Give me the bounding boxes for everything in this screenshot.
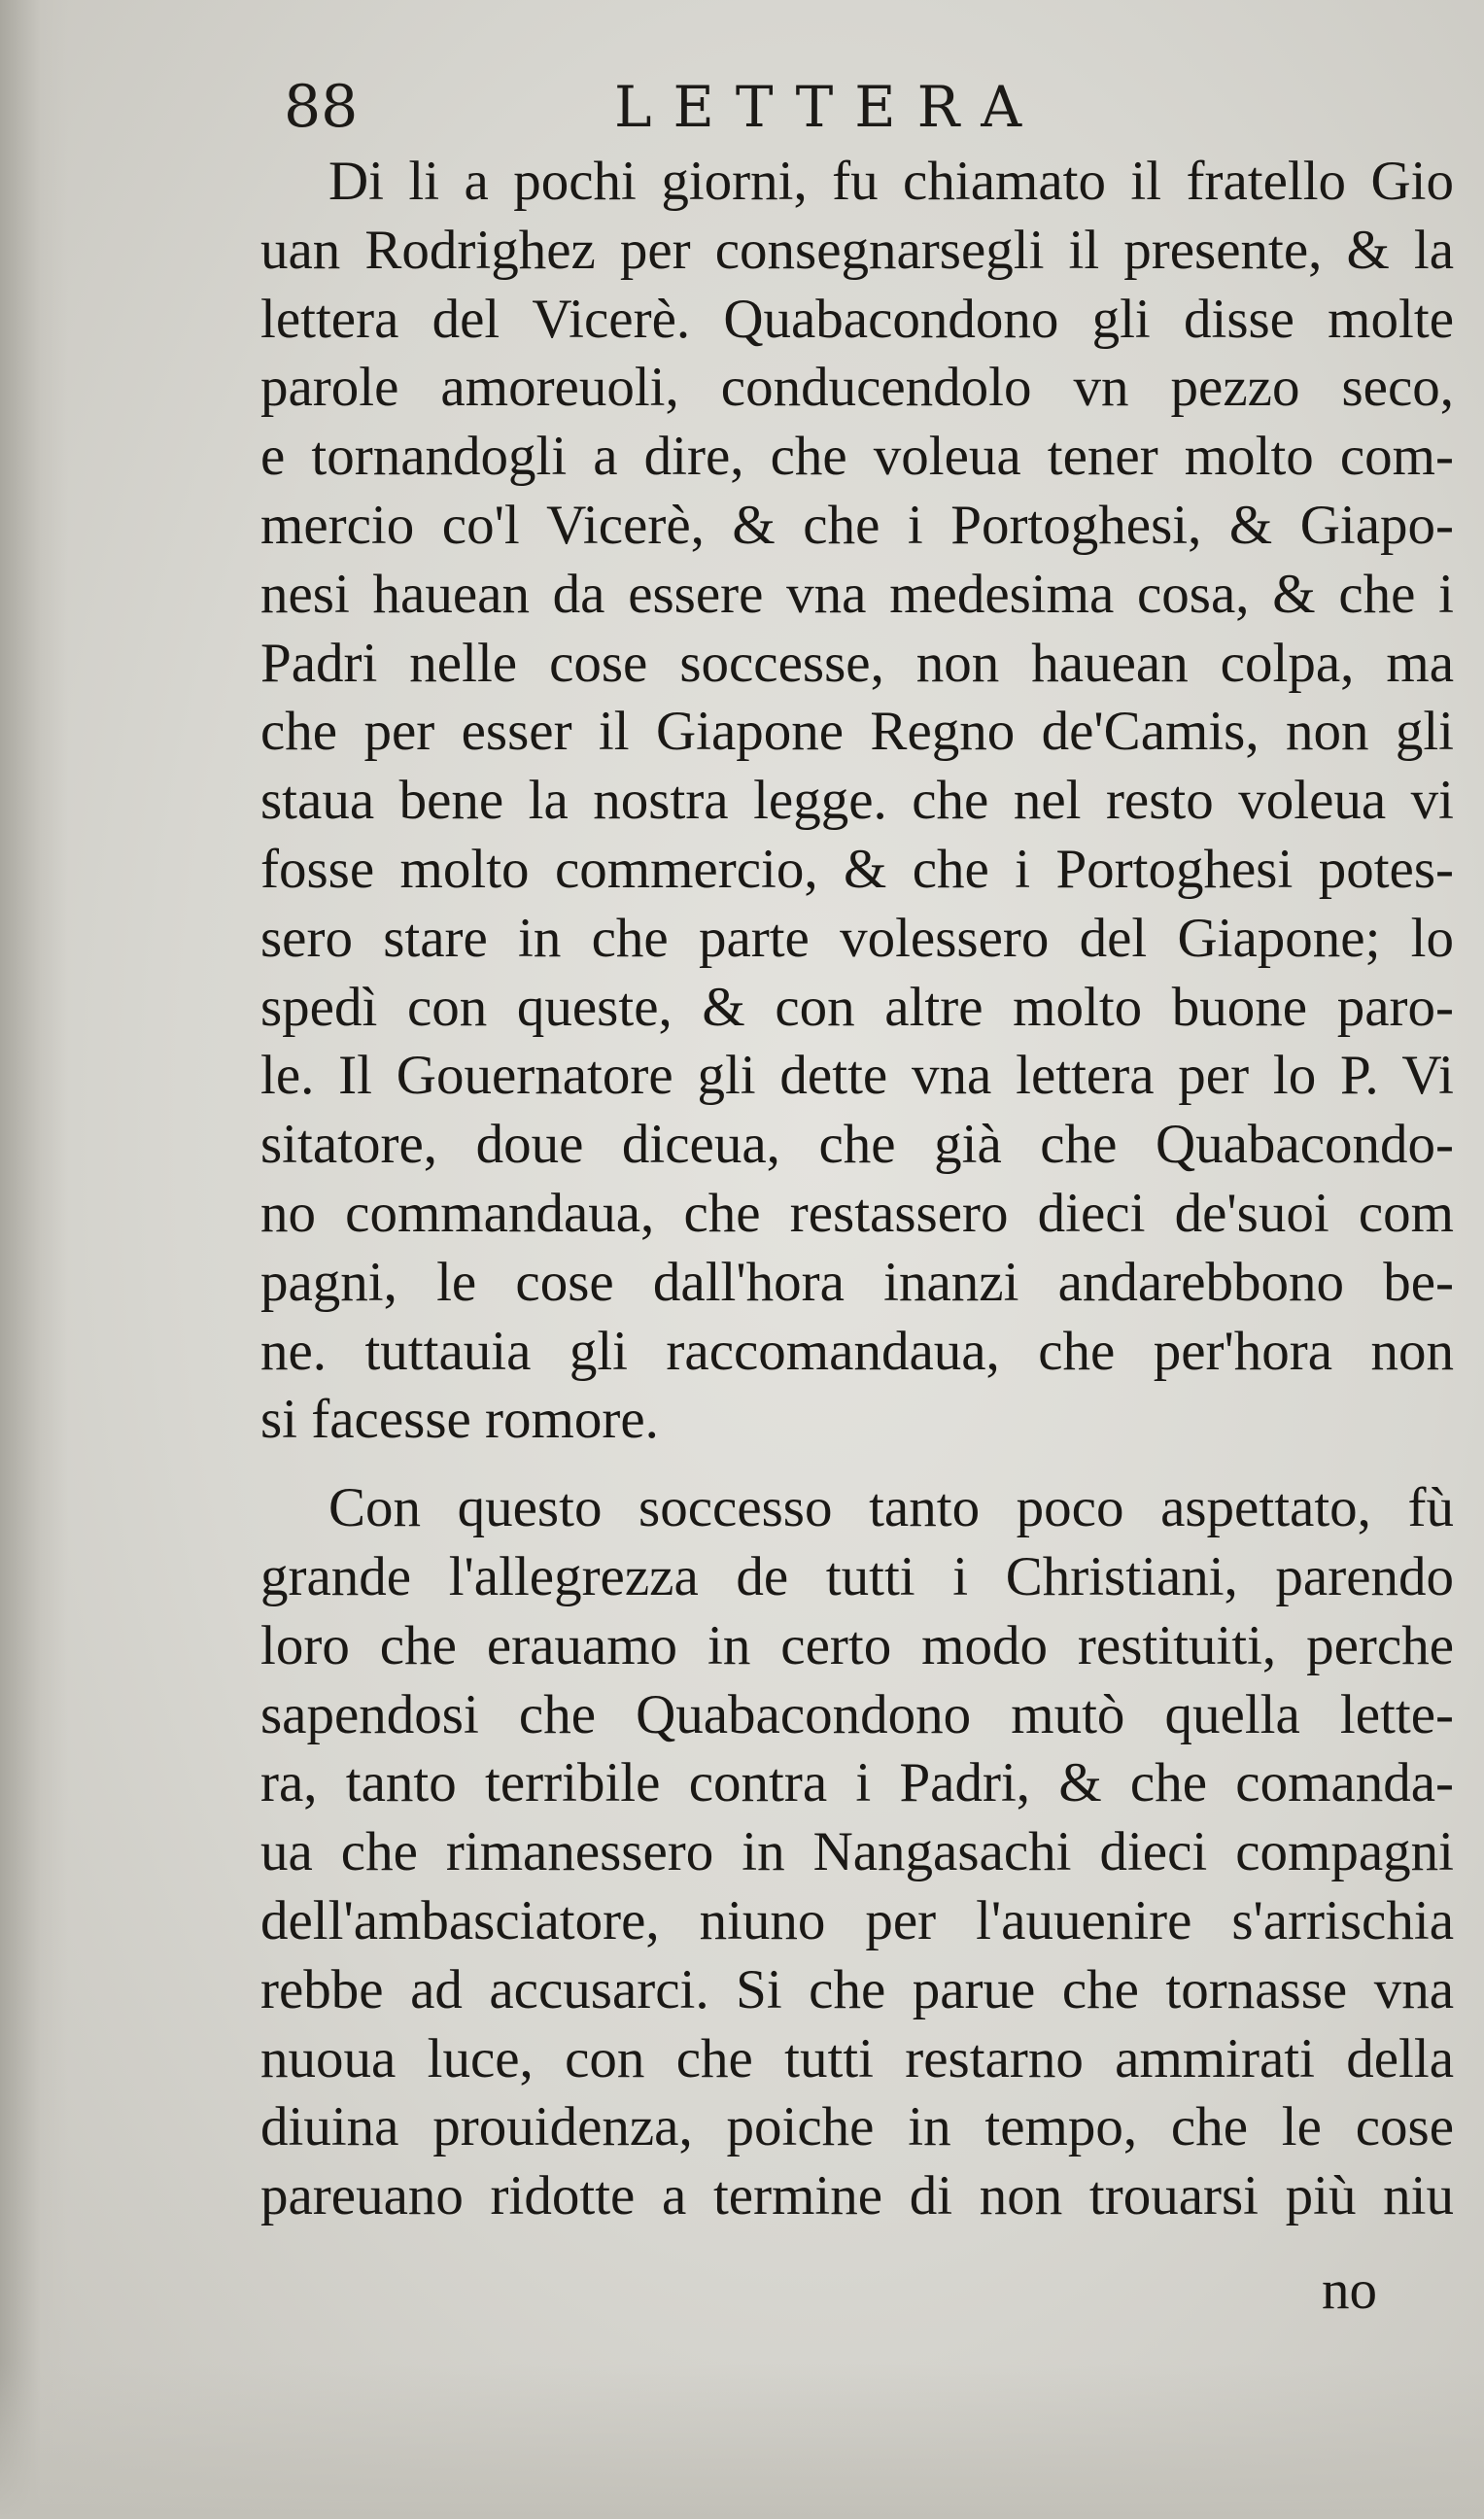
- text-line: che per esser il Giapone Regno de'Camis, non gli: [260, 701, 1454, 763]
- running-head: [284, 68, 1120, 146]
- text-line: fosse molto commercio, & che i Portoghesi potes-: [260, 838, 1454, 900]
- text-line: pareuano ridotte a termine di non trouarsi più niu: [260, 2165, 1454, 2227]
- text-line: grande l'allegrezza de tutti i Christiani, parendo: [260, 1545, 1454, 1607]
- paragraph: [260, 148, 1454, 1455]
- text-line: le. Il Gouernatore gli dette vna lettera per lo P. Vi: [260, 1045, 1454, 1107]
- text-line: spedì con queste, & con altre molto buone paro-: [260, 976, 1454, 1038]
- text-line: ne. tuttauia gli raccomandaua, che per'hora non: [260, 1320, 1454, 1382]
- text-line: parole amoreuoli, conducendolo vn pezzo seco,: [260, 357, 1454, 419]
- text-line: staua bene la nostra legge. che nel resto voleua vi: [260, 770, 1454, 832]
- text-line: sero stare in che parte volessero del Giapone; lo: [260, 907, 1454, 969]
- text-line: loro che erauamo in certo modo restituiti, perche: [260, 1614, 1454, 1676]
- text-line: mercio co'l Vicerè, & che i Portoghesi, & Giapo-: [260, 494, 1454, 556]
- text-line: dell'ambasciatore, niuno per l'auuenire s'arrischia: [260, 1889, 1454, 1951]
- page-number: 88: [284, 73, 359, 141]
- text-line: no commandaua, che restassero dieci de'suoi com: [260, 1182, 1454, 1244]
- text-line: si facesse romore.: [260, 1389, 659, 1451]
- text-line: Con questo soccesso tanto poco aspettato, fù: [328, 1477, 1454, 1539]
- text-line: e tornandogli a dire, che voleua tener molto com-: [260, 426, 1454, 488]
- running-title: LETTERA: [614, 74, 1044, 140]
- text-line: ra, tanto terribile contra i Padri, & che comanda-: [260, 1752, 1454, 1814]
- catchword: no: [1322, 2260, 1377, 2321]
- text-line: rebbe ad accusarci. Si che parue che tornasse vna: [260, 1958, 1454, 2020]
- text-line: diuina prouidenza, poiche in tempo, che le cose: [260, 2096, 1454, 2158]
- paragraph: [260, 1474, 1454, 2231]
- text-line: uan Rodrighez per consegnarsegli il presente, & la: [260, 219, 1454, 281]
- page-shade: [0, 2364, 1484, 2519]
- text-line: nuoua luce, con che tutti restarno ammirati della: [260, 2027, 1454, 2089]
- text-line: sitatore, doue diceua, che già che Quabacondo-: [260, 1114, 1454, 1176]
- text-line: nesi hauean da essere vna medesima cosa, & che i: [260, 563, 1454, 625]
- text-line: Padri nelle cose soccesse, non hauean colpa, ma: [260, 632, 1454, 694]
- body-text: [260, 148, 1454, 2231]
- text-line: ua che rimanessero in Nangasachi dieci compagni: [260, 1821, 1454, 1883]
- text-line: sapendosi che Quabacondono mutò quella lette-: [260, 1683, 1454, 1745]
- text-line: Di li a pochi giorni, fu chiamato il fratello Gio: [328, 151, 1454, 212]
- text-line: lettera del Vicerè. Quabacondono gli disse molte: [260, 288, 1454, 350]
- text-line: pagni, le cose dall'hora inanzi andarebbono be-: [260, 1251, 1454, 1313]
- paragraph-gap: [260, 1455, 1454, 1474]
- gutter-shadow: [0, 0, 68, 2519]
